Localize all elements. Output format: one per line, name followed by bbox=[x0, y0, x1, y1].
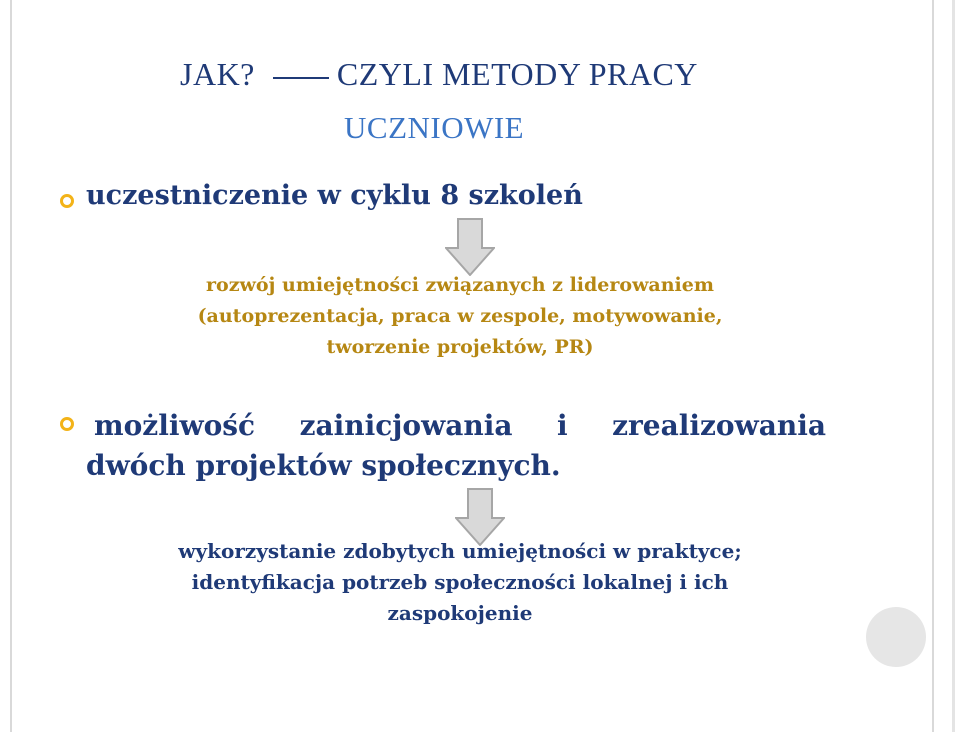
detail-2-line-2: identyfikacja potrzeb społeczności lokalnej i ich bbox=[191, 570, 729, 594]
arrow-down-icon bbox=[445, 218, 495, 276]
point-2-word: i bbox=[557, 409, 568, 442]
bullet-point-1: uczestniczenie w cyklu 8 szkoleń bbox=[86, 180, 583, 211]
detail-2-line-3: zaspokojenie bbox=[387, 601, 533, 625]
point-2-word: zainicjowania bbox=[299, 409, 513, 442]
left-border-line bbox=[10, 0, 12, 732]
detail-block-2 bbox=[100, 536, 820, 629]
detail-2-line-1: wykorzystanie zdobytych umiejętności w praktyce; bbox=[178, 539, 742, 563]
detail-1-line-1: rozwój umiejętności związanych z liderowaniem bbox=[206, 274, 714, 296]
slide-title bbox=[180, 56, 698, 93]
title-dash bbox=[273, 77, 329, 79]
point-2-word: możliwość bbox=[94, 409, 256, 442]
slide-subtitle: UCZNIOWIE bbox=[344, 110, 525, 145]
ring-bullet-icon bbox=[60, 417, 74, 431]
detail-block-1 bbox=[120, 270, 800, 363]
detail-1-line-2: (autoprezentacja, praca w zespole, motywowanie, bbox=[197, 305, 723, 327]
right-border-line-outer bbox=[952, 0, 955, 732]
ring-bullet-icon bbox=[60, 194, 74, 208]
title-prefix: JAK? bbox=[180, 56, 255, 92]
title-main: CZYLI METODY PRACY bbox=[336, 56, 698, 92]
right-border-line bbox=[932, 0, 934, 732]
point-2-line-1 bbox=[86, 406, 826, 446]
point-2-line-2: dwóch projektów społecznych. bbox=[86, 449, 561, 482]
point-2-word: zrealizowania bbox=[612, 409, 826, 442]
bullet-point-2 bbox=[86, 406, 826, 486]
detail-1-line-3: tworzenie projektów, PR) bbox=[326, 336, 594, 358]
decorative-circle bbox=[866, 607, 926, 667]
